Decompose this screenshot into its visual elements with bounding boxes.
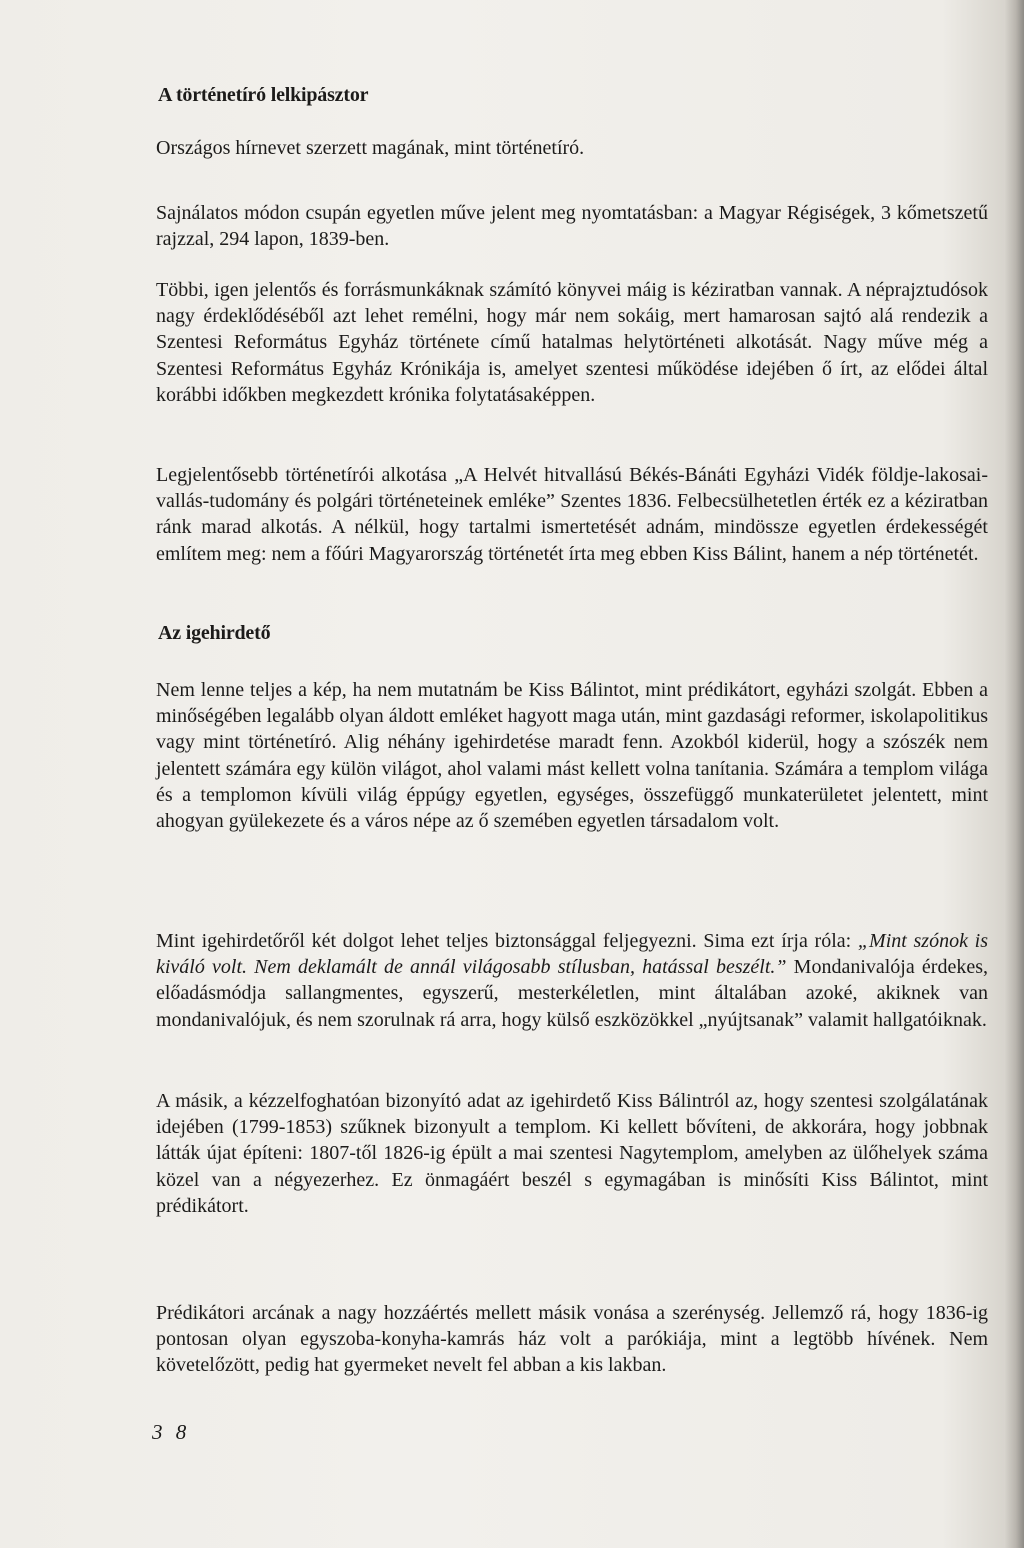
paragraph-4: Legjelentősebb történetírói alkotása „A Helvét hitvallású Békés-Bánáti Egyházi Vidék földje-lakosai-vallás-tudomány és polgári történeteinek emléke” Szentes 1836. Felbecsülhetetlen érték ez a kéziratban ránk marad alkotás. A nélkül, hogy tartalmi ismertetését adnám, mindössze egyetlen érdekességét említem meg: nem a főúri Magyarország történetét írta meg ebben Kiss Bálint, hanem a nép történetét.: [156, 464, 988, 565]
quote-text: „Mint szónok is kiváló volt. Nem deklamált de annál világosabb stílusban, hatással beszélt.”: [156, 930, 988, 979]
book-spine-shadow: [1004, 0, 1024, 1548]
paragraph-5: Nem lenne teljes a kép, ha nem mutatnám be Kiss Bálintot, mint prédikátort, egyházi szolgát. Ebben a minőségében legalább olyan áldott emléket hagyott maga után, mint gazdasági reformer, iskolapolitikus vagy mint történetíró. Alig néhány igehirdetése maradt fenn. Azokból kiderül, hogy a szószék nem jelentett számára egy külön világot, ahol valami mást kellett volna tanítania. Számára a templom világa és a templomon kívüli világ éppúgy egyetlen, egységes, összefüggő munkaterületet jelentett, mint ahogyan gyülekezete és a város népe az ő szemében egyetlen társadalom volt.: [156, 679, 988, 833]
paragraph-3: Többi, igen jelentős és forrásmunkáknak számító könyvei máig is kéziratban vannak. A néprajztudósok nagy érdeklődéséből azt lehet remélni, hogy már nem sokáig, mert hamarosan sajtó alá rendezik a Szentesi Református Egyház története című hatalmas helytörténeti alkotását. Nagy műve még a Szentesi Református Egyház Krónikája is, amelyet szentesi működése idejében ő írt, az elődei által korábbi időkben megkezdett krónika folytatásaképpen.: [156, 279, 988, 406]
paragraph-7: A másik, a kézzelfoghatóan bizonyító adat az igehirdető Kiss Bálintról az, hogy szentesi szolgálatának idejében (1799-1853) szűknek bizonyult a templom. Ki kellett bővíteni, de akkorára, hogy jobbnak látták újat építeni: 1807-től 1826-ig épült a mai szentesi Nagytemplom, amelyben az ülőhelyek száma közel van a négyezerhez. Ez önmagáért beszél s egymagában is minősíti Kiss Bálintot, mint prédikátort.: [156, 1090, 988, 1217]
paragraph-1: Országos hírnevet szerzett magának, mint történetíró.: [156, 137, 585, 159]
paragraph-8: Prédikátori arcának a nagy hozzáértés mellett másik vonása a szerénység. Jellemző rá, hogy 1836-ig pontosan olyan egyszoba-konyha-kamrás ház volt a parókiája, mint a legtöbb hívének. Nem követelőzött, pedig hat gyermeket nevelt fel abban a kis lakban.: [156, 1302, 988, 1377]
section-heading-preacher: Az igehirdető: [158, 622, 271, 644]
paragraph-6-quote: [150, 928, 988, 1033]
section-heading-historian: A történetíró lelkipásztor: [158, 84, 369, 106]
paragraph-2: Sajnálatos módon csupán egyetlen műve jelent meg nyomtatásban: a Magyar Régiségek, 3 kőmetszetű rajzzal, 294 lapon, 1839-ben.: [156, 202, 988, 251]
quote-intro: Mint igehirdetőről két dolgot lehet teljes biztonsággal feljegyezni. Sima ezt írja róla:: [156, 930, 858, 952]
page-number: 3 8: [152, 1420, 191, 1444]
quote-followup: Mondanivalója érdekes, előadásmódja sallangmentes, egyszerű, mesterkéletlen, mint általában azoké, akiknek van mondanivalójuk, és nem szorulnak rá arra, hogy külső eszközökkel „nyújtsanak” valamit hallgatóiknak.: [156, 956, 988, 1031]
